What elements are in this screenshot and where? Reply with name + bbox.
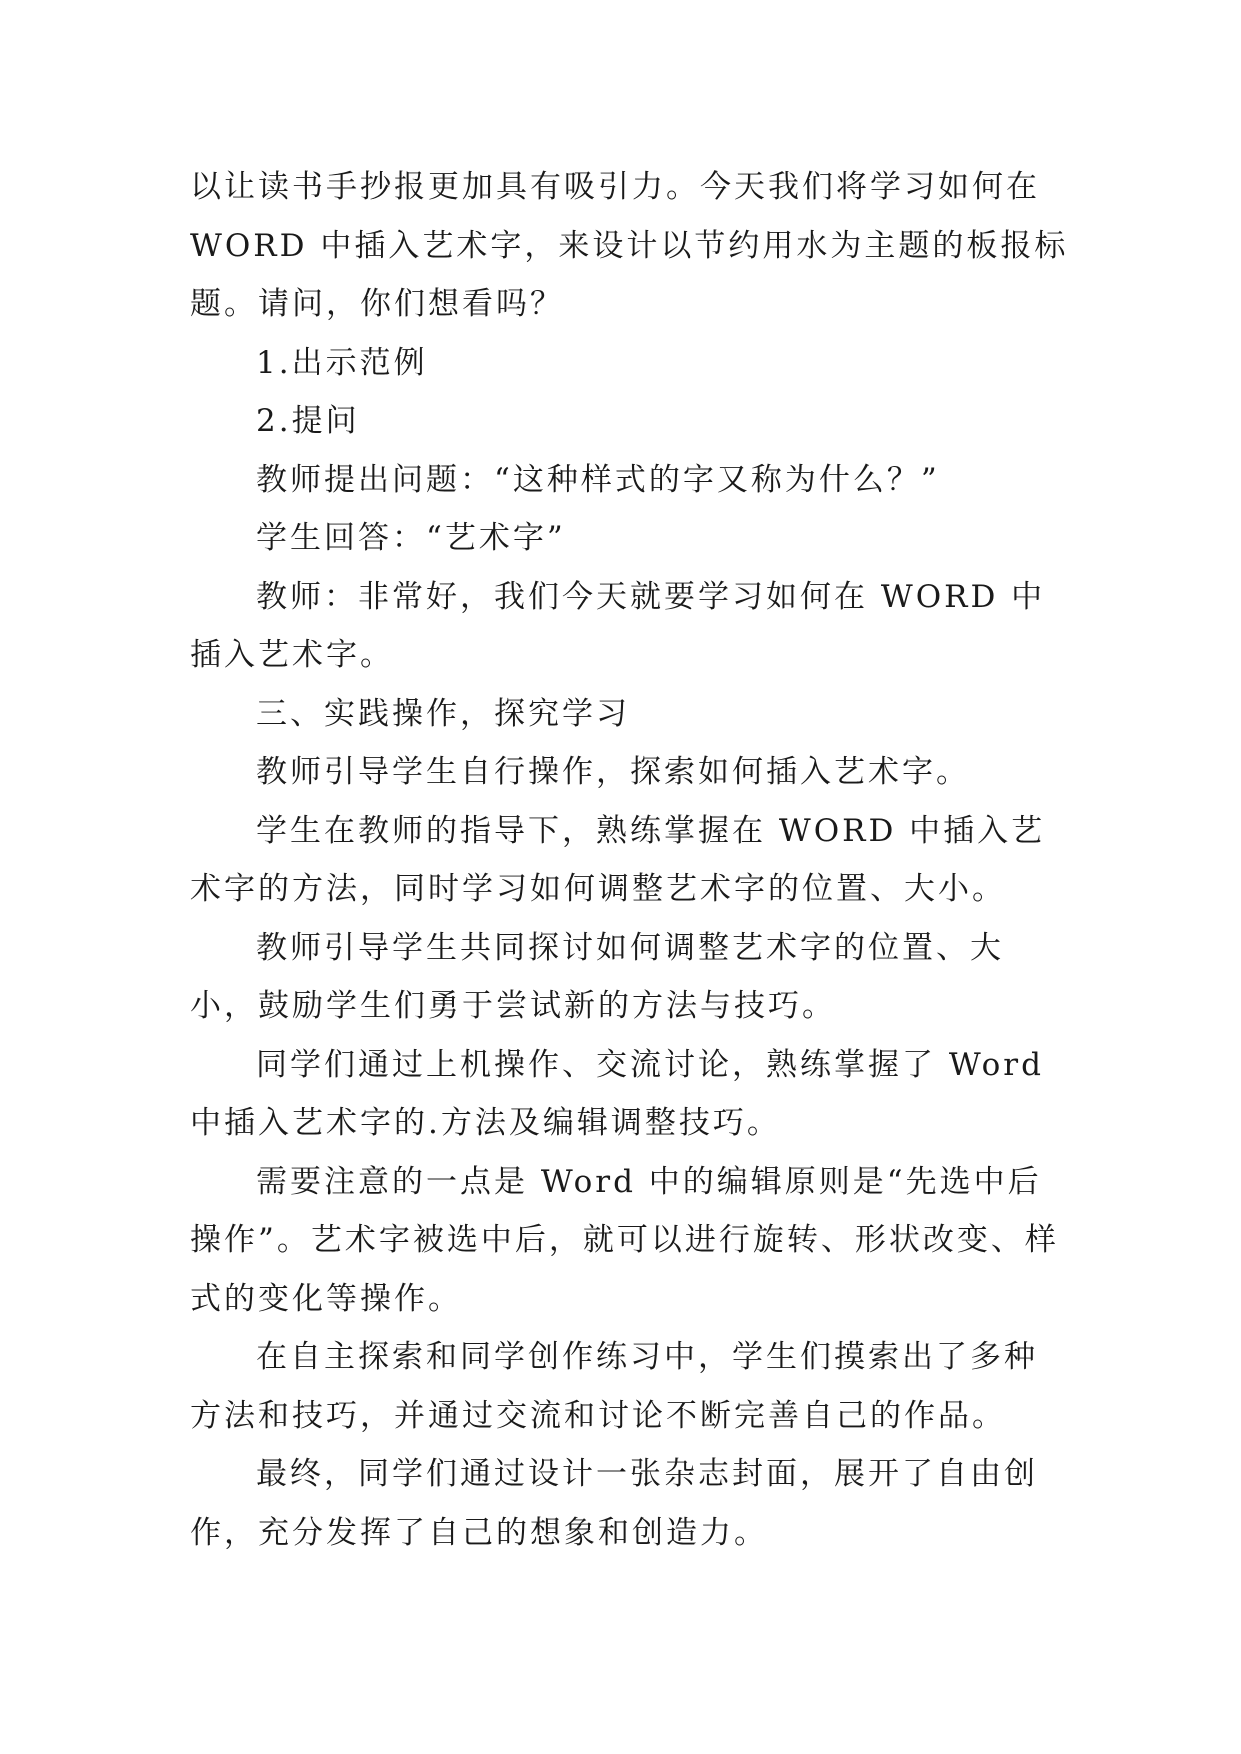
paragraph-teacher-guide: 教师引导学生自行操作，探索如何插入艺术字。 [256,754,970,790]
paragraph-show-example: 1.出示范例 [256,344,428,381]
paragraph-practice-discuss: 同学们通过上机操作、交流讨论，熟练掌握了 Word 中插入艺术字的.方法及编辑调整技巧。 [190,1046,1044,1141]
paragraph-explore-adjust: 教师引导学生共同探讨如何调整艺术字的位置、大小，鼓励学生们勇于尝试新的方法与技巧。 [190,929,1004,1024]
paragraph-self-explore: 在自主探索和同学创作练习中，学生们摸索出了多种方法和技巧，并通过交流和讨论不断完善自己的作品。 [190,1339,1038,1434]
paragraph-student-answer: 学生回答：“艺术字” [256,520,566,556]
paragraph-student-master: 学生在教师的指导下，熟练掌握在 WORD 中插入艺术字的方法，同时学习如何调整艺术字的位置、大小。 [190,812,1046,907]
paragraph-teacher-response: 教师：非常好，我们今天就要学习如何在 WORD 中插入艺术字。 [190,578,1046,673]
paragraph-intro-continued: 以让读书手抄报更加具有吸引力。今天我们将学习如何在 WORD 中插入艺术字，来设计以节约用水为主题的板报标题。请问，你们想看吗？ [190,169,1069,322]
paragraph-editing-principle: 需要注意的一点是 Word 中的编辑原则是“先选中后操作”。艺术字被选中后，就可以进行旋转、形状改变、样式的变化等操作。 [190,1163,1059,1317]
section-heading-practice: 三、实践操作，探究学习 [256,695,630,732]
paragraph-question-heading: 2.提问 [256,403,360,439]
document-body [190,158,1070,1562]
paragraph-final-creation: 最终，同学们通过设计一张杂志封面，展开了自由创作，充分发挥了自己的想象和创造力。 [190,1456,1038,1551]
paragraph-teacher-question: 教师提出问题：“这种样式的字又称为什么？” [256,461,940,498]
